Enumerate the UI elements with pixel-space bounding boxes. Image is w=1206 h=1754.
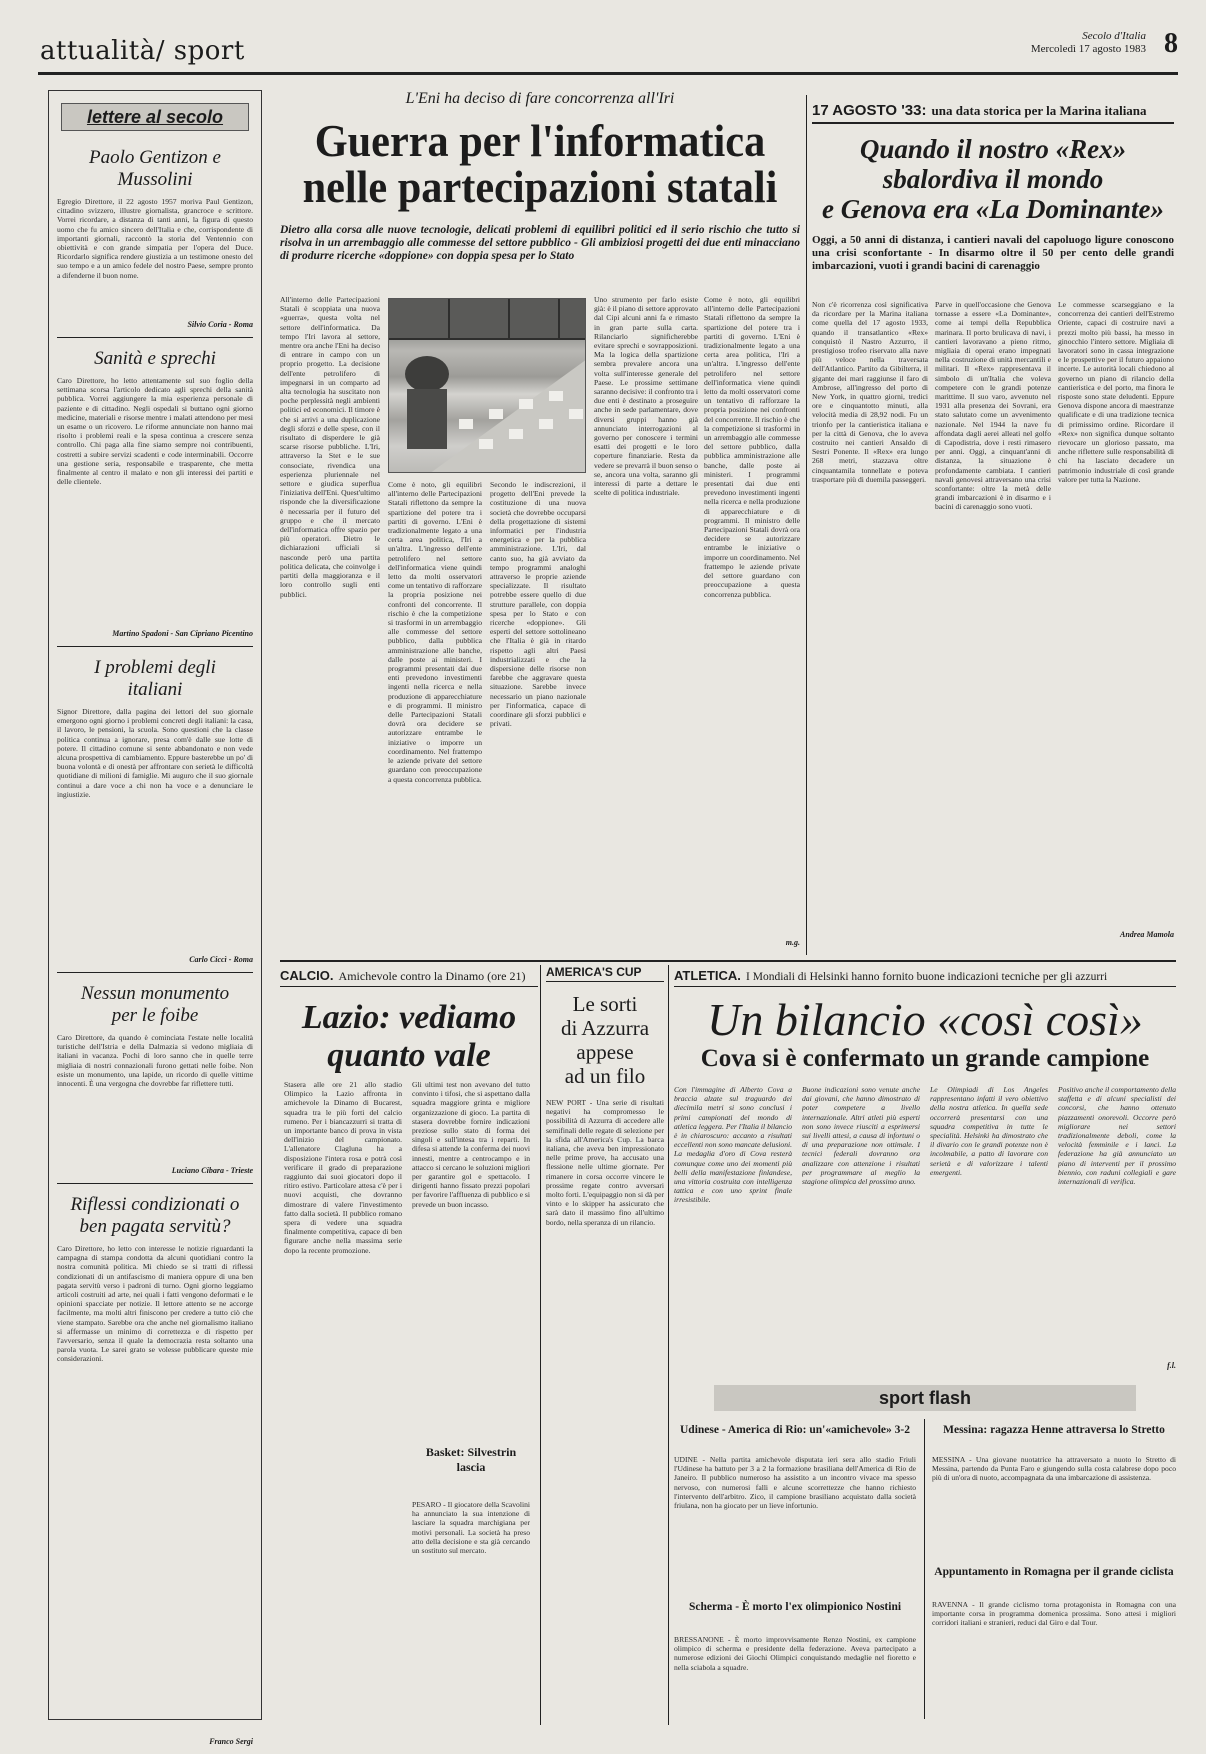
article-column: NEW PORT - Una serie di risultati negativi ha compromesso le possibilità di Azzurra di accedere alle semifinali delle regate di selezione per la sfida all'America's Cup. La barca italiana, che aveva ben impressionato nelle prime prove, ha accusato una flessione nelle ultime giornate. Per rimanere in corsa occorre vincere le prossime regate contro avversari molto forti. L'equipaggio non si dà per vinto e lo skipper ha assicurato che sarà dato il massimo fino all'ultimo bordo, nella speranza di un rilancio.: [546, 1098, 664, 1227]
article-headline: [301, 115, 779, 212]
calcio-banner: [280, 965, 538, 987]
flash-item-title: Appuntamento in Romagna per il grande ciclista: [934, 1566, 1174, 1578]
article-signature: Andrea Mamola: [1119, 930, 1174, 939]
flash-item-body: RAVENNA - Il grande ciclismo torna protagonista in Romagna con una importante corsa in programma domenica prossima. Sono attesi i migliori corridori italiani e stranieri, reduci dal Giro e dal Tour.: [932, 1600, 1176, 1628]
divider: [57, 972, 253, 973]
column-divider: [924, 1419, 925, 1719]
flash-item-body: MESSINA - Una giovane nuotatrice ha attraversato a nuoto lo Stretto di Messina, partendo da Punta Faro e giungendo sulla costa calabrese dopo poco più di un'ora di nuoto, accompagnata da una imbarcazione di assistenza.: [932, 1455, 1176, 1483]
article-column: Positivo anche il comportamento della staffetta e di alcuni specialisti dei concorsi, che hanno ottenuto piazzamenti onorevoli. Occorre però migliorare nei settori tradizionalmente deboli, come la velocità femminile e i lanci. La federazione ha già annunciato un piano di interventi per il prossimo biennio, con raduni collegiali e gare internazionali di verifica.: [1058, 1085, 1176, 1187]
headline-line: sbalordiva il mondo: [882, 164, 1104, 194]
header-rule: [38, 72, 1178, 75]
calcio-kicker: Amichevole contro la Dinamo (ore 21): [338, 969, 526, 983]
flash-item-body: BRESSANONE - È morto improvvisamente Renzo Nostini, ex campione olimpico di scherma e presidente della federazione. Aveva partecipato a numerose edizioni dei Giochi Olimpici conquistando medaglie nel fioretto e nella sciabola a squadre.: [674, 1635, 916, 1672]
headline-line: nelle partecipazioni statali: [302, 161, 778, 212]
letter-signature: Franco Sergi: [209, 1737, 253, 1746]
article-column: Le commesse scarseggiano e la concorrenza dei cantieri dell'Estremo Oriente, capaci di costruire navi a prezzi molto più bassi, ha messo in ginocchio l'intero settore. Migliaia di lavoratori sono in cassa integrazione e le prospettive per il futuro appaiono incerte. Le autorità locali chiedono al governo un piano di rilancio della cantieristica e del porto, ma finora le risposte sono state deludenti. Eppure Genova dispone ancora di maestranze qualificate e di una tradizione tecnica di primissimo ordine. Ricordare il «Rex» non significa dunque soltanto rievocare un glorioso passato, ma anche riflettere sulle responsabilità di chi ha lasciato decadere un patrimonio industriale di così grande valore per tutta la Nazione.: [1058, 300, 1174, 484]
letter-body: Caro Direttore, da quando è cominciata l'estate nelle località turistiche dell'Istria e della Dalmazia si vedono migliaia di italiani in vacanza. Pochi di loro sanno che in quelle terre migliaia di nostri connazionali furono gettati nelle foibe. Non esiste un monumento, una lapide, un ricordo di quelle vittime innocenti. È una vergogna che dovrebbe far riflettere tutti.: [57, 1033, 253, 1089]
basket-body: PESARO - Il giocatore della Scavolini ha annunciato la sua intenzione di lasciare la squadra marchigiana per motivi personali. La società ha preso atto della decisione e sta già cercando un sostituto sul mercato.: [412, 1500, 530, 1556]
flash-item-title: Scherma - È morto l'ex olimpionico Nostini: [688, 1601, 902, 1613]
rex-banner-label: 17 AGOSTO '33:: [812, 102, 927, 119]
letter-title: I problemi degli italiani: [94, 657, 216, 700]
atletica-banner: [674, 965, 1176, 987]
letter-signature: Silvio Coria - Roma: [187, 320, 253, 329]
article-column: Parve in quell'occasione che Genova tornasse a essere «La Dominante», come ai tempi della Repubblica marinara. Il porto brulicava di navi, i cantieri lavoravano a pieno ritmo, migliaia di operai erano impegnati nella costruzione di unità mercantili e militari. Il «Rex» rappresentava il simbolo di un'Italia che voleva competere con le grandi potenze marittime. Il suo varo, avvenuto nel 1931 alla presenza dei Sovrani, era stato salutato come un avvenimento nazionale. Nel 1944 la nave fu affondata dagli aerei alleati nel golfo di Capodistria, dove i resti rimasero per anni. Oggi, a cinquant'anni di distanza, la situazione è profondamente cambiata. I cantieri navali genovesi attraversano una crisi sconfortante: oltre la metà delle grandi imbarcazioni è in disarmo e i bacini di carenaggio sono vuoti.: [935, 300, 1051, 512]
sport-flash-title: sport flash: [714, 1385, 1136, 1411]
letter-title: Nessun monumento per le foibe: [80, 983, 230, 1026]
column-divider: [540, 965, 541, 1725]
divider: [57, 1183, 253, 1184]
flash-item-title: Messina: ragazza Henne attraversa lo Stretto: [943, 1424, 1165, 1436]
article-column: Come è noto, gli equilibri all'interno delle Partecipazioni Statali riflettono da sempre la spartizione del potere tra i partiti di governo. L'Eni è tradizionalmente legato a una certa area politica, l'Iri a un'altra. L'ingresso dell'ente petrolifero nel settore dell'informatica viene quindi letto da molti osservatori come un tentativo di rafforzare la propria posizione nei confronti del concorrente. Il rischio è che la competizione si trasformi in un arrembaggio alle commesse del settore pubblico, dalla pubblica amministrazione alle banche, dalle poste ai ministeri. I programmi presentati dai due enti prevedono investimenti ingenti nella ricerca e nella produzione di apparecchiature e di programmi. Il ministro delle Partecipazioni Statali dovrà ora decidere se autorizzare entrambe le iniziative o imporre un coordinamento. Nel frattempo le aziende private del settore guardano con preoccupazione a questa concorrenza pubblica.: [388, 480, 482, 784]
column-divider: [806, 95, 807, 955]
atletica-kicker: I Mondiali di Helsinki hanno fornito buone indicazioni tecniche per gli azzurri: [746, 971, 1108, 983]
article-subhead: Dietro alla corsa alle nuove tecnologie, delicati problemi di equilibri politici ed il serio rischio che tutto si risolva in un arrembaggio alle commesse del settore pubblico - Gli ambiziosi progetti dei due enti minacciano di produrre ricerche «doppione» con doppia spesa per lo Stato: [280, 224, 800, 262]
article-column: Buone indicazioni sono venute anche dai giovani, che hanno dimostrato di poter competere a livello internazionale. Altri atleti più esperti non sono invece riusciti a esprimersi sui livelli attesi, a causa di infortuni o di una preparazione non ottimale. I tecnici federali dovranno ora analizzare con attenzione i risultati per programmare al meglio la stagione olimpica del prossimo anno.: [802, 1085, 920, 1187]
basket-title: Basket: Silvestrin lascia: [425, 1445, 517, 1474]
americas-cup-headline: [546, 992, 664, 1088]
letter-title: Sanità e sprechi: [94, 348, 216, 369]
article-column: Non c'è ricorrenza così significativa da ricordare per la Marina italiana come quella del 17 agosto 1933, quando il transatlantico «Rex» conquistò il Nastro Azzurro, il prestigioso trofeo riservato alla nave più veloce nella traversata dell'Atlantico. Partito da Gibilterra, il gigante dei mari raggiunse il faro di Ambrose, all'ingresso del porto di New York, in quattro giorni, tredici ore e cinquantotto minuti, alla velocità media di 28,92 nodi. Fu un trionfo per la cantieristica italiana e per la città di Genova, che lo aveva costruito nei cantieri Ansaldo di Sestri Ponente. Il «Rex» era lungo 268 metri, stazzava oltre cinquantamila tonnellate e poteva trasportare più di duemila passeggeri.: [812, 300, 928, 484]
article-signature: m.g.: [785, 938, 800, 947]
headline-line: Quando il nostro «Rex»: [859, 134, 1127, 164]
letter-body: Caro Direttore, ho letto con interesse le notizie riguardanti la campagna di stampa condotta da alcuni quotidiani contro la nostra comunità politica. Mi chiedo se si tratti di riflessi condizionati di un antifascismo di maniera oppure di una ben pagata servitù verso i padroni di turno. Ogni giorno leggiamo articoli costruiti ad arte, nei quali i fatti vengono deformati e le opinioni spacciate per notizie. Il lettore attento se ne accorge facilmente, ma molti altri finiscono per credere a tutto ciò che viene stampato. Sarebbe ora che anche nel giornalismo italiano si affermasse un minimo di correttezza e di rispetto per l'avversario, senza il quale la democrazia resta soltanto una parola vuota. Le sarei grato se volesse pubblicare queste mie considerazioni.: [57, 1244, 253, 1364]
letter-body: Signor Direttore, dalla pagina dei lettori del suo giornale emergono ogni giorno i problemi concreti degli italiani: la casa, il lavoro, le pensioni, la scuola. Sono questioni che la classe politica continua a ignorare, presa com'è dalle sue lotte di potere. Il cittadino comune si sente abbandonato e non vede alcuna prospettiva di cambiamento. Eppure basterebbe un po' di buona volontà e di onestà per affrontare con serietà le difficoltà quotidiane di milioni di famiglie. Mi auguro che il suo giornale continui a dare voce a chi non ha voce e a denunciare le ingiustizie.: [57, 707, 253, 799]
main-article: [280, 90, 800, 955]
americas-cup-article: [546, 965, 664, 1725]
headline-line: e Genova era «La Dominante»: [822, 194, 1164, 224]
letter-body: Caro Direttore, ho letto attentamente sul suo foglio della settimana scorsa l'articolo dedicato agli sprechi della sanità pubblica. Vorrei aggiungere la mia esperienza personale di paziente e di cittadino. Negli ospedali si buttano ogni giorno medicine, materiali e risorse mentre i malati attendono per mesi un esame o un ricovero. Le riforme annunciate non hanno mai risolto i problemi reali e la spesa continua a crescere senza controllo. Chi paga alla fine siamo sempre noi contribuenti, costretti a subire servizi scadenti e code interminabili. Occorre una gestione seria, responsabile e trasparente, che metta finalmente al centro il malato e non gli interessi dei partiti e delle clientele.: [57, 376, 253, 487]
americas-cup-label: AMERICA'S CUP: [546, 965, 664, 982]
article-column: Le Olimpiadi di Los Angeles rappresentano infatti il vero obiettivo della nostra atletica. In quella sede occorrerà presentarsi con una squadra competitiva in tutte le specialità. Helsinki ha dimostrato che il divario con le grandi potenze non è incolmabile, a patto di lavorare con serietà e di valorizzare i talenti emergenti.: [930, 1085, 1048, 1177]
photo-illustration: [389, 299, 586, 473]
rex-banner-text: una data storica per la Marina italiana: [931, 103, 1147, 118]
atletica-subhead: Cova si è confermato un grande campione: [700, 1045, 1150, 1072]
calcio-label: CALCIO.: [280, 968, 334, 983]
letters-box-title: lettere al secolo: [61, 103, 249, 131]
article-column: Stasera alle ore 21 allo stadio Olimpico la Lazio affronta in amichevole la Dinamo di Bucarest, squadra tra le più forti del calcio rumeno. Per i biancazzurri si tratta di un importante banco di prova in vista dell'inizio del campionato. L'allenatore Clagluna ha a disposizione l'intera rosa e potrà così verificare il grado di preparazione raggiunto dai suoi giocatori dopo il ritiro estivo. Particolare attesa c'è per i nuovi acquisti, che dovranno dimostrare di valere l'investimento fatto dalla società. Il pubblico romano spera di vedere una squadra finalmente competitiva, capace di ben figurare anche nella massima serie dopo la recente promozione.: [284, 1080, 402, 1255]
letter-body: Egregio Direttore, il 22 agosto 1957 moriva Paul Gentizon, cittadino svizzero, illustre giornalista, grancroce e scrittore. Vorrei ricordare, a distanza di tanti anni, la figura di questo uomo che fu amico sincero dell'Italia e che, corrispondente di importanti giornali, raccontò la storia del Ventennio con obiettività e con grande simpatia per l'opera del Duce. Ricordarlo significa rendere giustizia a un testimone onesto del suo tempo e a un amico fedele del nostro Paese, sempre pronto a difenderne il buon nome.: [57, 197, 253, 280]
article-signature: f.l.: [1167, 1361, 1176, 1370]
article-column: Come è noto, gli equilibri all'interno delle Partecipazioni Statali riflettono da sempre la spartizione del potere tra i partiti di governo. L'Eni è tradizionalmente legato a una certa area politica, l'Iri a un'altra. L'ingresso dell'ente petrolifero nel settore dell'informatica viene quindi letto da molti osservatori come un tentativo di rafforzare la propria posizione nei confronti del concorrente. Il rischio è che la competizione si trasformi in un arrembaggio alle commesse del settore pubblico, dalla pubblica amministrazione alle banche, dalle poste ai ministeri. I programmi presentati dai due enti prevedono investimenti ingenti nella ricerca e nella produzione di apparecchiature e di programmi. Il ministro delle Partecipazioni Statali dovrà ora decidere se autorizzare entrambe le iniziative o imporre un coordinamento. Nel frattempo le aziende private del settore guardano con preoccupazione a questa concorrenza pubblica.: [704, 295, 800, 599]
article-column: Con l'immagine di Alberto Cova a braccia alzate sul traguardo dei diecimila metri si sono conclusi i primi campionati del mondo di atletica leggera. Per l'Italia il bilancio è in chiaroscuro: accanto a risultati eccellenti non sono mancate delusioni. La medaglia d'oro di Cova resterà comunque come uno dei momenti più belli della manifestazione finlandese, una vittoria costruita con intelligenza tattica e con uno sprint finale irresistibile.: [674, 1085, 792, 1205]
divider: [57, 646, 253, 647]
rex-headline: [812, 134, 1174, 224]
rex-article: [812, 100, 1174, 960]
section-title: attualità/ sport: [40, 36, 245, 66]
letters-column: [48, 90, 262, 1746]
letter-signature: Luciano Cibara - Trieste: [171, 1166, 253, 1175]
flash-item-body: UDINE - Nella partita amichevole disputata ieri sera allo stadio Friuli l'Udinese ha battuto per 3 a 2 la formazione brasiliana dell'America di Rio de Janeiro. Il pubblico numeroso ha assistito a un incontro vivace ma spesso nervoso, con numerosi falli e alcune scorrettezze che hanno richiesto l'intervento dell'arbitro. Zico, il campione brasiliano acquistato dalla società friulana, non ha giocato per un lieve infortunio.: [674, 1455, 916, 1511]
issue-date: Mercoledì 17 agosto 1983: [1030, 43, 1146, 55]
letter-signature: Martino Spadoni - San Cipriano Picentino: [112, 629, 253, 638]
rex-banner: [812, 100, 1174, 124]
article-column: Gli ultimi test non avevano del tutto convinto i tifosi, che si aspettano dalla squadra maggiore grinta e migliore organizzazione di gioco. La partita di stasera dovrebbe fornire indicazioni preziose sullo stato di forma dei singoli e sull'intesa tra i reparti. In difesa si attende la conferma dei nuovi innesti, mentre a centrocampo e in attacco si cercano le soluzioni migliori per garantire gol e spettacolo. I dirigenti hanno fissato prezzi popolari per favorire l'affluenza di pubblico e si prevede un buon incasso.: [412, 1080, 530, 1209]
flash-item-title: Udinese - America di Rio: un'«amichevole» 3-2: [680, 1424, 910, 1436]
masthead-info: [1031, 30, 1146, 56]
column-divider: [668, 965, 669, 1725]
article-column: Secondo le indiscrezioni, il progetto dell'Eni prevede la costituzione di una nuova società che dovrebbe occuparsi della progettazione di sistemi informatici per l'industria energetica e per la pubblica amministrazione. L'Iri, dal canto suo, ha già avviato da tempo programmi analoghi attraverso le proprie aziende specializzate. Il risultato potrebbe essere quello di due strutture parallele, con doppia spesa per lo Stato e con ricerche «doppione». Gli esperti del settore sottolineano che l'Italia è già in ritardo rispetto agli altri Paesi industrializzati e che la dispersione delle risorse non farebbe che aggravare questa situazione. Sarebbe invece necessario un piano nazionale per l'informatica, capace di coordinare gli sforzi pubblici e privati.: [490, 480, 586, 729]
atletica-label: ATLETICA.: [674, 968, 741, 983]
letter-title: Riflessi condizionati o ben pagata servitù?: [70, 1194, 240, 1237]
office-photo: [388, 298, 586, 473]
headline-line: quanto vale: [327, 1037, 491, 1074]
article-kicker: L'Eni ha deciso di fare concorrenza all'Iri: [405, 90, 675, 107]
headline-line: Lazio: vediamo: [301, 999, 517, 1036]
letter-title: Paolo Gentizon e Mussolini: [89, 147, 221, 190]
page-number: 8: [1164, 28, 1178, 59]
letter-signature: Carlo Ciccì - Roma: [189, 955, 253, 964]
headline-line: Guerra per l'informatica: [314, 115, 766, 166]
headline-line: Le sorti: [572, 992, 638, 1016]
headline-line: di Azzurra: [560, 1016, 650, 1040]
divider: [57, 337, 253, 338]
article-column: Uno strumento per farlo esiste già: è il piano di settore approvato dal Cipi alcuni anni fa e rimasto in gran parte sulla carta. Rilanciarlo significherebbe evitare sprechi e sovrapposizioni. Ma la logica della spartizione sembra prevalere ancora una volta sull'interesse generale del Paese. Le prossime settimane saranno decisive: il confronto tra i due enti è destinato a proseguire anche in sede parlamentare, dove diversi gruppi hanno già annunciato interrogazioni al governo per conoscere i termini esatti dei progetti e le loro coperture finanziarie. Resta da vedere se prevarrà il buon senso o se, ancora una volta, saranno gli interessi di parte a dettare le scelte di politica industriale.: [594, 295, 698, 498]
article-column: All'interno delle Partecipazioni Statali è scoppiata una nuova «guerra», questa volta nel settore dell'informatica. Da tempo l'Iri lavora al settore, mentre ora anche l'Eni ha deciso di entrare in campo con un proprio progetto. La decisione dell'ente petrolifero di impegnarsi in un comparto ad alta tecnologia ha suscitato non poche perplessità negli ambienti politici ed economici. Il timore è che si arrivi a una duplicazione degli sforzi e delle spese, con il risultato di disperdere le già scarse risorse pubbliche. L'Iri, attraverso la Stet e le sue consociate, rivendica una esperienza pluriennale nel settore e giudica superflua l'iniziativa dell'Eni. Quest'ultimo risponde che la diversificazione è necessaria per il futuro del gruppo e che il mercato dell'informatica offre spazio per più operatori. Dietro le dichiarazioni ufficiali si nasconde però una partita politica delicata, che coinvolge i partiti della maggioranza e il loro controllo sugli enti pubblici.: [280, 295, 380, 599]
atletica-headline: Un bilancio «così così»: [707, 994, 1143, 1045]
headline-line: appese: [576, 1040, 634, 1064]
rex-subhead: Oggi, a 50 anni di distanza, i cantieri navali del capoluogo ligure conoscono una crisi sconfortante - In disarmo oltre il 50 per cento delle grandi imbarcazioni, vuoti i grandi bacini di carenaggio: [812, 234, 1174, 272]
section-rule: [280, 960, 1176, 962]
calcio-article: [280, 965, 538, 1725]
atletica-article: [674, 965, 1176, 1375]
calcio-headline: [280, 999, 538, 1075]
paper-name: Secolo d'Italia: [1082, 30, 1146, 42]
headline-line: ad un filo: [564, 1064, 646, 1088]
sport-flash: [674, 1385, 1176, 1725]
